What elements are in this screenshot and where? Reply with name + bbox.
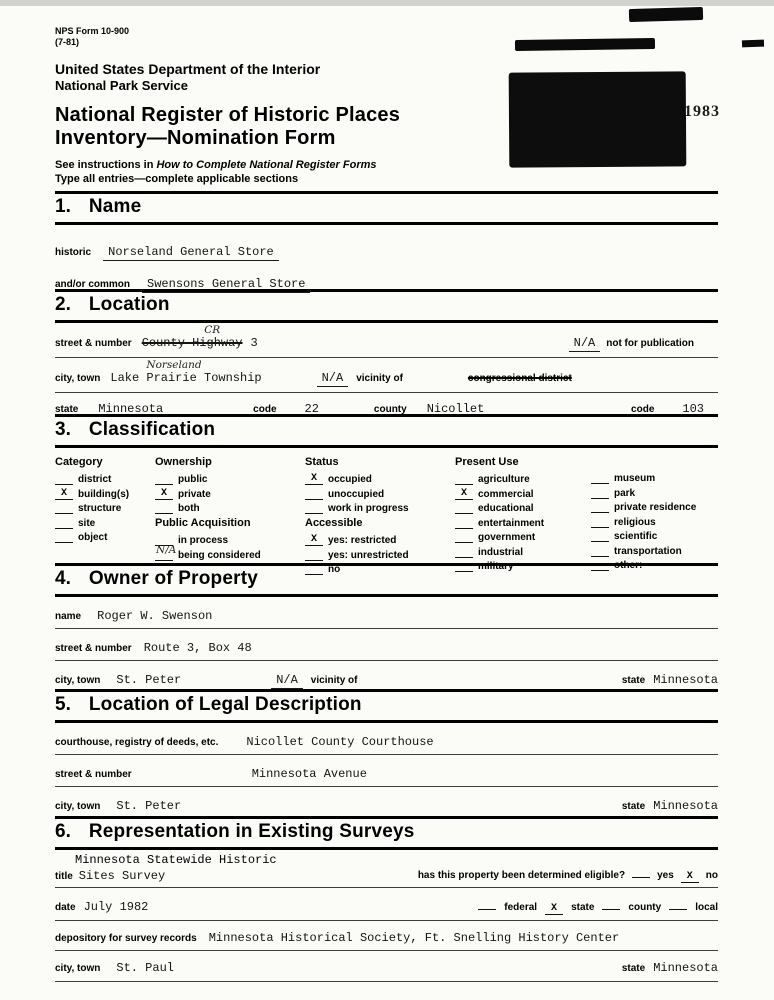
state-county-field <box>55 393 718 416</box>
survey-state-value: Minnesota <box>653 961 718 975</box>
checkbox-label: both <box>178 503 200 514</box>
code-label: code <box>253 404 277 415</box>
na-handwritten-note: N/A <box>156 544 177 556</box>
checkbox-label: district <box>78 474 112 485</box>
eligibility-no-label: no <box>705 870 718 881</box>
checkbox-blank <box>455 517 473 529</box>
checkbox-label: building(s) <box>78 488 130 500</box>
owner-name-value: Roger W. Swenson <box>97 609 213 623</box>
city-town-field <box>55 358 718 393</box>
section-3-number: 3. <box>55 419 71 440</box>
section-6-number: 6. <box>55 821 71 842</box>
checkbox-item <box>455 531 591 543</box>
agency-title: National Park Service <box>55 78 188 93</box>
checkbox-item <box>155 534 305 546</box>
checkbox-item <box>305 473 455 485</box>
local-label: local <box>695 902 718 913</box>
checkbox-item <box>55 531 155 543</box>
owner-name-field <box>55 597 718 629</box>
ownership-options <box>155 473 305 514</box>
checkbox-item <box>455 488 591 500</box>
checkbox-label: occupied <box>328 474 372 485</box>
code-value: 22 <box>304 402 319 416</box>
checkbox-label: scientific <box>614 531 658 542</box>
survey-title-block <box>55 853 277 883</box>
form-revision: (7-81) <box>55 37 80 47</box>
checkbox-label: park <box>614 487 636 499</box>
checkbox-item <box>155 473 305 485</box>
owner-city-value: St. Peter <box>116 673 182 687</box>
category-column <box>55 456 155 578</box>
checkbox-blank: X <box>305 534 323 546</box>
courthouse-label: courthouse, registry of deeds, etc. <box>55 737 219 748</box>
status-column <box>305 456 455 578</box>
public-acquisition-heading: Public Acquisition <box>155 517 251 529</box>
state-blank: X <box>545 903 563 915</box>
scan-edge-artifact <box>0 0 774 6</box>
owner-city-field <box>55 661 718 689</box>
section-1-number: 1. <box>55 196 71 217</box>
struck-text: County Highway <box>141 336 243 350</box>
checkbox-label: agriculture <box>478 474 530 485</box>
legal-street-field <box>55 755 718 787</box>
present-use-heading: Present Use <box>455 456 519 468</box>
section-6-header <box>55 816 718 850</box>
depository-field <box>55 921 718 951</box>
checkbox-blank <box>455 502 473 514</box>
checkbox-blank <box>55 473 73 485</box>
eligibility-yes-blank <box>632 866 650 878</box>
public-acquisition-options <box>155 534 305 561</box>
checkbox-blank <box>305 502 323 514</box>
checkbox-blank <box>55 531 73 543</box>
survey-city-value: St. Paul <box>116 961 174 975</box>
not-for-publication-label: not for publication <box>606 338 694 349</box>
checkbox-blank <box>55 502 73 514</box>
checkbox-label: private <box>178 488 211 500</box>
checkbox-item <box>305 502 455 514</box>
checkbox-label: other: <box>614 560 643 571</box>
survey-title-field <box>55 850 718 888</box>
present-use-column-2 <box>591 456 718 578</box>
section-5-number: 5. <box>55 694 71 715</box>
checkbox-item <box>155 502 305 514</box>
owner-state-value: Minnesota <box>653 673 718 687</box>
accessible-heading: Accessible <box>305 517 363 529</box>
checkbox-blank <box>305 488 323 500</box>
status-heading: Status <box>305 456 339 468</box>
checkbox-item <box>55 517 155 529</box>
survey-title-line2-row <box>55 869 277 883</box>
survey-date-label: date <box>55 902 76 913</box>
checkbox-label: commercial <box>478 488 534 500</box>
street-struck-value <box>141 324 243 350</box>
vicinity-label: vicinity of <box>356 373 403 384</box>
street-number-field <box>55 323 718 358</box>
instructions-prefix: See instructions in <box>55 159 157 171</box>
section-1-header <box>55 191 718 225</box>
present-use-options-2 <box>591 472 718 571</box>
checkbox-blank <box>55 517 73 529</box>
owner-vicinity-label: vicinity of <box>310 675 358 686</box>
federal-blank <box>478 898 496 910</box>
courthouse-value: Nicollet County Courthouse <box>246 735 434 749</box>
courthouse-field <box>55 723 718 755</box>
checkbox-blank: X <box>155 488 173 500</box>
section-5-title: Location of Legal Description <box>88 694 362 715</box>
section-5-legal-description <box>55 689 718 813</box>
public-acquisition-list <box>155 534 305 561</box>
section-3-header <box>55 414 718 448</box>
city-text: Lake Prairie Township <box>110 371 262 385</box>
legal-city-field <box>55 787 718 813</box>
checkbox-blank <box>591 501 609 513</box>
checkbox-label: no <box>328 564 341 575</box>
checkbox-item <box>591 501 718 513</box>
depository-value: Minnesota Historical Society, Ft. Snelling History Center <box>208 931 620 945</box>
form-title <box>55 104 718 150</box>
section-3-classification <box>55 414 718 578</box>
eligibility-question: has this property been determined eligible? <box>417 870 626 881</box>
department-title: United States Department of the Interior <box>55 61 321 77</box>
depository-label: depository for survey records <box>55 933 197 944</box>
section-6-surveys <box>55 816 718 982</box>
city-town-label: city, town <box>55 373 101 384</box>
eligibility-no-blank: X <box>681 871 699 883</box>
checkbox-label: yes: restricted <box>328 535 397 546</box>
section-1-name <box>55 191 718 293</box>
section-1-title: Name <box>88 196 142 217</box>
checkbox-item <box>591 530 718 542</box>
checkbox-label: being considered <box>178 549 261 561</box>
county-check-label: county <box>628 902 662 913</box>
checkbox-item <box>455 517 591 529</box>
legal-state-label: state <box>621 801 646 812</box>
checkbox-blank: X <box>455 488 473 500</box>
historic-label: historic <box>55 247 92 258</box>
section-2-location <box>55 289 718 416</box>
code2-label: code <box>631 404 655 415</box>
legal-street-value: Minnesota Avenue <box>251 767 367 781</box>
checkbox-item <box>305 549 455 561</box>
checkbox-label: public <box>178 474 208 485</box>
section-2-number: 2. <box>55 294 71 315</box>
checkbox-item <box>455 473 591 485</box>
checkbox-item <box>305 534 455 546</box>
marker-smear-top-right <box>629 7 703 22</box>
checkbox-blank <box>455 546 473 558</box>
section-6-title: Representation in Existing Surveys <box>88 821 415 842</box>
owner-city-label: city, town <box>55 675 101 686</box>
stamp-year: 1983 <box>684 103 720 120</box>
owner-street-field <box>55 629 718 661</box>
checkbox-item <box>55 473 155 485</box>
survey-date-field <box>55 888 718 921</box>
category-heading: Category <box>55 456 103 468</box>
historic-name-field <box>55 245 718 261</box>
congressional-district-struck: congressional district <box>467 373 572 384</box>
historic-value: Norseland General Store <box>103 245 279 261</box>
checkbox-blank <box>591 516 609 528</box>
present-use-column-1 <box>455 456 591 578</box>
section-4-owner <box>55 563 718 689</box>
checkbox-label: educational <box>478 503 534 514</box>
section-4-header <box>55 563 718 597</box>
survey-city-field <box>55 951 718 982</box>
checkbox-blank: X <box>55 488 73 500</box>
owner-vicinity-na: N/A <box>271 673 303 689</box>
instructions-line1 <box>55 159 718 173</box>
survey-title-line2: Sites Survey <box>78 869 166 883</box>
form-title-line1: National Register of Historic Places <box>55 104 401 126</box>
checkbox-item <box>155 549 305 561</box>
checkbox-blank <box>455 531 473 543</box>
section-5-header <box>55 689 718 723</box>
checkbox-label: structure <box>78 503 122 514</box>
survey-date-value: July 1982 <box>83 900 149 914</box>
checkbox-label: site <box>78 517 96 529</box>
state-label: state <box>55 404 79 415</box>
checkbox-item <box>591 487 718 499</box>
checkbox-label: museum <box>614 473 656 484</box>
checkbox-label: government <box>478 532 536 543</box>
manual-title: How to Complete National Register Forms <box>156 159 377 171</box>
checkbox-blank <box>455 473 473 485</box>
code2-value: 103 <box>682 402 704 416</box>
checkbox-label: religious <box>614 516 656 528</box>
common-label: and/or common <box>55 279 131 290</box>
checkbox-label: private residence <box>614 502 697 513</box>
checkbox-label: entertainment <box>478 517 545 529</box>
checkbox-item <box>591 472 718 484</box>
checkbox-item <box>591 516 718 528</box>
checkbox-blank <box>305 549 323 561</box>
eligibility-group <box>418 866 718 883</box>
common-value: Swensons General Store <box>142 277 310 293</box>
ownership-column <box>155 456 305 578</box>
owner-street-value: Route 3, Box 48 <box>143 641 252 655</box>
street-rest-value: 3 <box>250 336 258 350</box>
checkbox-item <box>455 546 591 558</box>
present-use-options-1 <box>455 473 591 572</box>
county-value: Nicollet <box>426 402 485 416</box>
checkbox-blank <box>155 473 173 485</box>
present-use-heading-spacer <box>591 456 718 472</box>
checkbox-item <box>55 502 155 514</box>
legal-state-value: Minnesota <box>653 799 718 813</box>
form-instructions <box>55 159 718 186</box>
category-options <box>55 473 155 543</box>
eligibility-yes-label: yes <box>657 870 674 881</box>
marker-smear-small <box>742 40 764 48</box>
owner-state-label: state <box>621 675 646 686</box>
ownership-heading: Ownership <box>155 456 212 468</box>
survey-title-line1: Minnesota Statewide Historic <box>75 853 277 867</box>
owner-street-label: street & number <box>55 643 132 654</box>
street-number-label: street & number <box>55 338 132 349</box>
state-check-label: state <box>571 902 595 913</box>
checkbox-label: military <box>478 561 514 572</box>
checkbox-item <box>155 488 305 500</box>
classification-columns <box>55 456 718 578</box>
legal-city-value: St. Peter <box>116 799 182 813</box>
checkbox-label: industrial <box>478 546 524 558</box>
county-blank <box>602 898 620 910</box>
checkbox-label: yes: unrestricted <box>328 549 409 561</box>
handwritten-norseland: Norseland <box>146 359 202 371</box>
local-blank <box>669 898 687 910</box>
section-4-number: 4. <box>55 568 71 589</box>
legal-city-label: city, town <box>55 801 101 812</box>
city-town-value <box>110 359 262 385</box>
form-header <box>55 26 718 186</box>
owner-name-label: name <box>55 611 82 622</box>
section-4-title: Owner of Property <box>88 568 259 589</box>
legal-street-label: street & number <box>55 769 132 780</box>
checkbox-label: in process <box>178 535 229 546</box>
checkbox-label: unoccupied <box>328 488 385 500</box>
vicinity-na: N/A <box>317 371 349 387</box>
section-3-title: Classification <box>88 419 216 440</box>
checkbox-blank <box>591 545 609 557</box>
checkbox-blank: X <box>305 473 323 485</box>
state-value: Minnesota <box>98 402 164 416</box>
survey-city-label: city, town <box>55 963 101 974</box>
checkbox-item <box>455 502 591 514</box>
checkbox-item <box>55 488 155 500</box>
instructions-line2: Type all entries—complete applicable sections <box>55 172 299 185</box>
not-for-publication-na: N/A <box>569 336 601 352</box>
checkbox-blank <box>155 502 173 514</box>
checkbox-label: work in progress <box>328 503 409 514</box>
status-options <box>305 473 455 514</box>
form-number: NPS Form 10-900 <box>55 26 130 36</box>
section-2-header <box>55 289 718 323</box>
survey-state-label: state <box>621 963 646 974</box>
checkbox-label: transportation <box>614 545 682 557</box>
handwritten-cr: CR <box>204 324 221 336</box>
checkbox-item <box>591 545 718 557</box>
checkbox-blank <box>591 472 609 484</box>
checkbox-blank <box>591 487 609 499</box>
county-label: county <box>373 404 407 415</box>
checkbox-item <box>305 488 455 500</box>
survey-level-group <box>478 898 718 915</box>
survey-title-label: title <box>55 871 73 882</box>
checkbox-label: object <box>78 532 108 543</box>
form-title-line2: Inventory—Nomination Form <box>55 127 336 149</box>
federal-label: federal <box>504 902 538 913</box>
checkbox-blank <box>591 530 609 542</box>
section-2-title: Location <box>88 294 170 315</box>
